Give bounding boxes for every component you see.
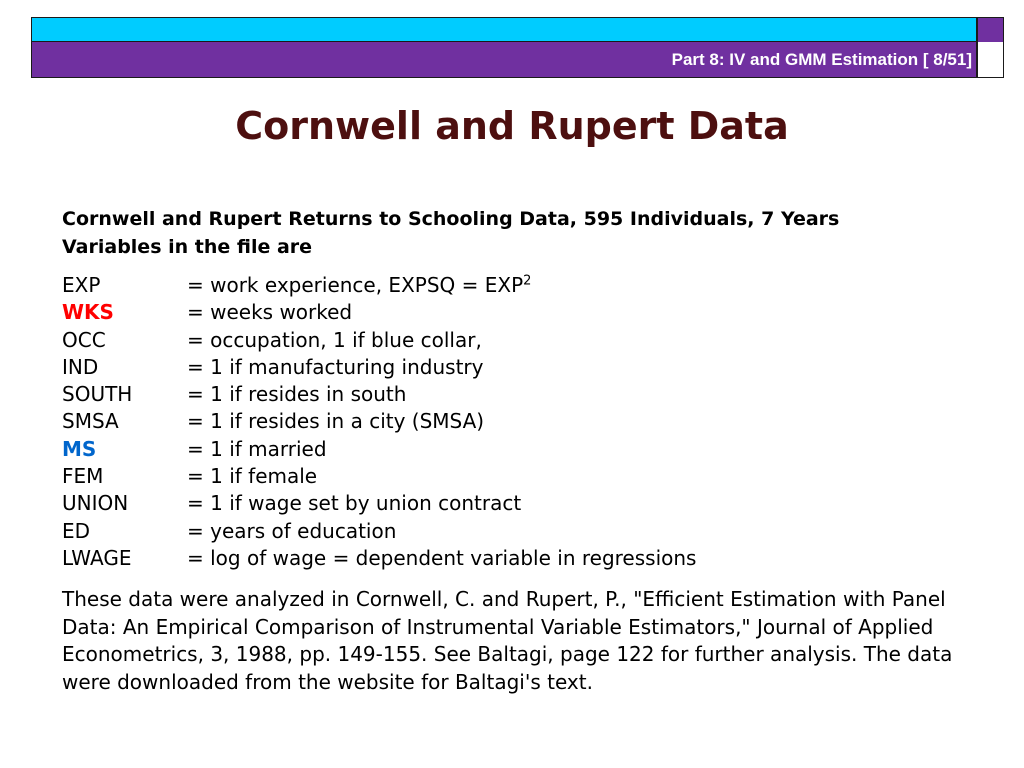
variable-name: EXP: [62, 273, 101, 297]
variable-row: [62, 490, 696, 517]
header-corner-box-top: [977, 17, 1004, 43]
variable-name: OCC: [62, 327, 106, 352]
variable-desc: = occupation, 1 if blue collar,: [187, 327, 482, 352]
variable-row: [62, 436, 696, 463]
variable-desc: = log of wage = dependent variable in regressions: [187, 545, 697, 570]
variable-name-highlight-blue: MS: [62, 436, 97, 461]
header-corner-box-bottom: [977, 42, 1004, 78]
variable-desc: = weeks worked: [187, 300, 353, 325]
variable-name: IND: [62, 354, 99, 379]
variable-desc: = 1 if resides in south: [187, 382, 407, 407]
variable-row: [62, 463, 696, 490]
variable-row: [62, 408, 696, 435]
intro-text: [62, 205, 982, 261]
variable-row: [62, 299, 696, 326]
citation-paragraph: These data were analyzed in Cornwell, C. and Rupert, P., "Efficient Estimation with Panel Data: An Empirical Comparison of Instrumental Variable Estimators," Journal of Applied Econometrics, 3, 1988, pp. 149-155. See Baltagi, page 122 for further analysis. The data were downloaded from the website for Baltagi's text.: [62, 587, 953, 694]
variable-name: SMSA: [62, 409, 119, 434]
variable-desc: = work experience, EXPSQ = $EXP^2$: [187, 273, 532, 297]
variable-row: [62, 518, 696, 545]
intro-line-1: Cornwell and Rupert Returns to Schooling Data, 595 Individuals, 7 Years: [62, 208, 840, 230]
header-label: Part 8: IV and GMM Estimation [ 8/51]: [671, 50, 972, 69]
variable-desc: = 1 if female: [187, 464, 318, 489]
variable-desc: = 1 if wage set by union contract: [187, 491, 522, 516]
header-cyan-bar: [31, 17, 977, 42]
variable-desc: = years of education: [187, 518, 397, 543]
header-purple-bar: [31, 42, 977, 78]
variable-desc: = 1 if married: [187, 436, 327, 461]
variable-name: UNION: [62, 491, 129, 516]
variable-name: LWAGE: [62, 545, 132, 570]
superscript: 2: [523, 273, 532, 289]
variable-desc: = 1 if manufacturing industry: [187, 354, 484, 379]
slide-title: Cornwell and Rupert Data: [235, 104, 789, 148]
variable-row: [62, 327, 696, 354]
variable-row: [62, 272, 696, 299]
variable-desc: = 1 if resides in a city (SMSA): [187, 409, 485, 434]
intro-line-2: Variables in the file are: [62, 236, 313, 258]
variable-row: [62, 545, 696, 572]
variable-row: [62, 354, 696, 381]
variable-row: [62, 381, 696, 408]
variable-name: SOUTH: [62, 382, 133, 407]
variable-list: [62, 272, 696, 572]
variable-name: ED: [62, 518, 91, 543]
variable-name: FEM: [62, 464, 104, 489]
variable-name-highlight-red: WKS: [62, 300, 114, 325]
